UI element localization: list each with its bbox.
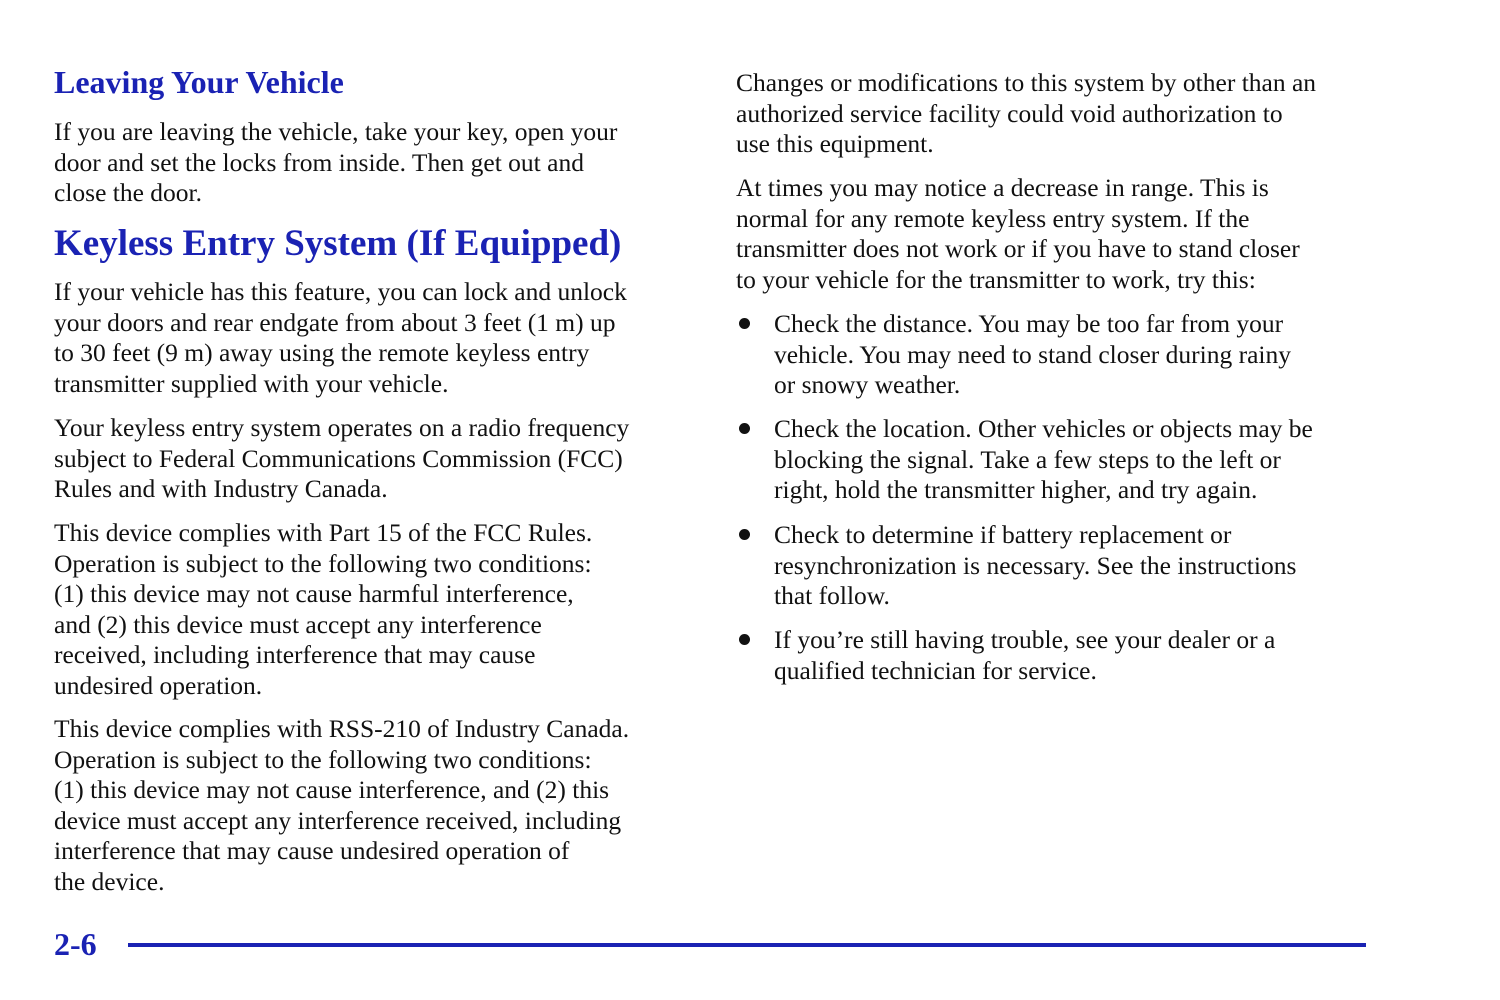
text-line: If you are leaving the vehicle, take your key, open your	[54, 117, 618, 146]
text-line: vehicle. You may need to stand closer during rainy	[774, 339, 1291, 369]
bullet-icon	[739, 634, 750, 645]
bullet-text	[774, 309, 1291, 401]
text-line: Operation is subject to the following two conditions:	[54, 548, 592, 578]
text-line: transmitter does not work or if you have to stand closer	[736, 234, 1300, 263]
text-line: device must accept any interference received, including	[54, 805, 622, 835]
industry-canada-paragraph	[54, 714, 629, 897]
text-line: undesired operation.	[54, 670, 263, 700]
text-line: Check to determine if battery replacement or	[774, 520, 1232, 549]
keyless-intro-paragraph	[54, 277, 627, 399]
text-line: the device.	[54, 866, 165, 896]
text-line: If your vehicle has this feature, you can lock and unlock	[54, 277, 627, 306]
bullet-text	[774, 625, 1275, 686]
text-line: interference that may cause undesired operation of	[54, 836, 570, 865]
text-line: resynchronization is necessary. See the instructions	[774, 550, 1297, 580]
text-line: transmitter supplied with your vehicle.	[54, 368, 449, 398]
text-line: received, including interference that may cause	[54, 640, 536, 669]
fcc-compliance-paragraph	[54, 518, 592, 701]
text-line: use this equipment.	[736, 129, 934, 158]
text-line: At times you may notice a decrease in range. This is	[736, 173, 1269, 202]
text-line: door and set the locks from inside. Then get out and	[54, 147, 584, 177]
footer-rule-divider	[128, 943, 1366, 947]
text-line: or snowy weather.	[774, 370, 961, 399]
keyless-entry-heading: Keyless Entry System (If Equipped)	[54, 223, 622, 264]
modifications-paragraph	[736, 68, 1316, 160]
text-line: right, hold the transmitter higher, and try again.	[774, 475, 1258, 504]
text-line: (1) this device may not cause harmful interference,	[54, 579, 574, 608]
bullet-icon	[739, 423, 750, 434]
text-line: If you’re still having trouble, see your dealer or a	[774, 625, 1276, 654]
text-line: that follow.	[774, 581, 890, 610]
bullet-icon	[739, 529, 750, 540]
text-line: This device complies with RSS-210 of Industry Canada.	[54, 714, 630, 743]
range-paragraph	[736, 173, 1300, 295]
text-line: authorized service facility could void authorization to	[736, 98, 1283, 128]
bullet-text	[774, 414, 1313, 506]
text-line: Rules and with Industry Canada.	[54, 474, 388, 503]
text-line: Your keyless entry system operates on a radio frequency	[54, 413, 630, 442]
text-line: qualified technician for service.	[774, 655, 1097, 685]
text-line: normal for any remote keyless entry system. If the	[736, 203, 1250, 233]
text-line: your doors and rear endgate from about 3 feet (1 m) up	[54, 307, 616, 337]
leaving-vehicle-heading: Leaving Your Vehicle	[54, 64, 344, 100]
text-line: Check the distance. You may be too far from your	[774, 309, 1284, 338]
text-line: Changes or modifications to this system by other than an	[736, 68, 1317, 97]
text-line: subject to Federal Communications Commission (FCC)	[54, 443, 623, 473]
radio-frequency-paragraph	[54, 413, 629, 505]
text-line: and (2) this device must accept any interference	[54, 609, 542, 639]
text-line: to your vehicle for the transmitter to work, try this:	[736, 264, 1256, 294]
text-line: Check the location. Other vehicles or objects may be	[774, 414, 1313, 443]
text-line: blocking the signal. Take a few steps to the left or	[774, 444, 1281, 474]
text-line: This device complies with Part 15 of the FCC Rules.	[54, 518, 593, 547]
text-line: to 30 feet (9 m) away using the remote keyless entry	[54, 338, 590, 367]
bullet-text	[774, 520, 1296, 612]
text-line: close the door.	[54, 178, 203, 207]
text-line: Operation is subject to the following two conditions:	[54, 744, 592, 774]
bullet-icon	[739, 318, 750, 329]
page-number: 2-6	[54, 926, 97, 962]
text-line: (1) this device may not cause interference, and (2) this	[54, 775, 610, 804]
leaving-vehicle-paragraph	[54, 117, 617, 209]
